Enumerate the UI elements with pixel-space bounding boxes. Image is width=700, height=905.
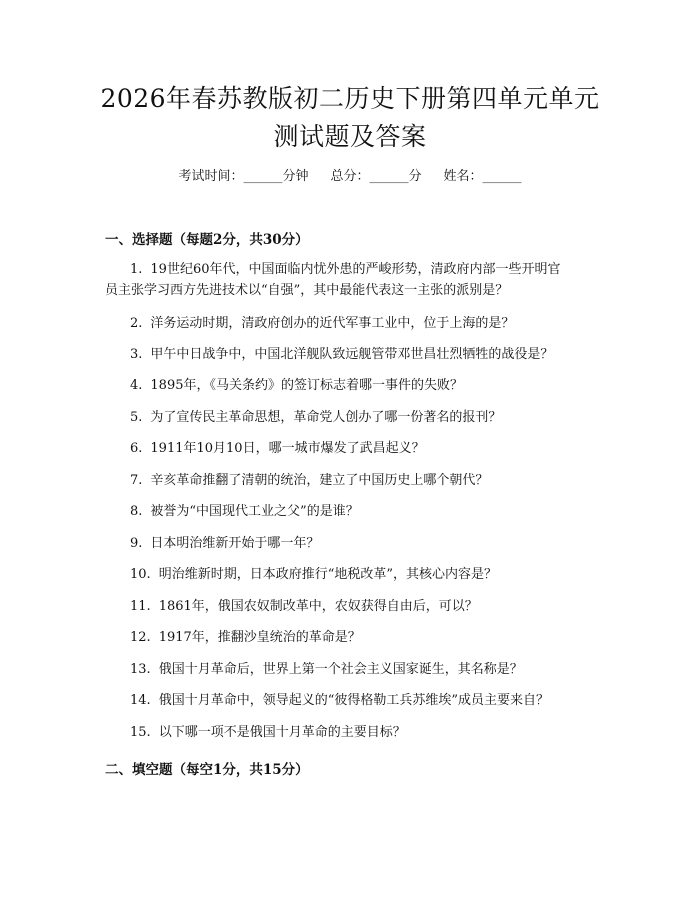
question-number: 10. bbox=[130, 567, 151, 582]
question-item bbox=[105, 313, 595, 335]
question-number: 12. bbox=[130, 630, 151, 645]
question-item bbox=[105, 533, 595, 555]
question-number: 15. bbox=[130, 725, 151, 740]
question-number: 4. bbox=[130, 378, 143, 393]
document-title-line-2: 测试题及答案 bbox=[273, 122, 427, 151]
question-item bbox=[105, 259, 595, 281]
question-text: 明治维新时期，日本政府推行“地税改革”，其核心内容是？ bbox=[158, 567, 497, 582]
question-number: 11. bbox=[130, 599, 151, 614]
question-number: 7. bbox=[130, 473, 143, 488]
question-text: 1917年，推翻沙皇统治的革命是？ bbox=[158, 630, 361, 645]
question-number: 1. bbox=[130, 262, 143, 277]
question-text: 俄国十月革命后，世界上第一个社会主义国家诞生，其名称是？ bbox=[158, 662, 523, 677]
question-text: 被誉为“中国现代工业之父”的是谁？ bbox=[150, 504, 359, 519]
question-text: 日本明治维新开始于哪一年？ bbox=[150, 536, 320, 551]
question-text: 为了宣传民主革命思想，革命党人创办了哪一份著名的报刊？ bbox=[150, 410, 502, 425]
question-item bbox=[105, 375, 595, 397]
question-text: 洋务运动时期，清政府创办的近代军事工业中，位于上海的是？ bbox=[150, 316, 515, 331]
question-item-continuation bbox=[105, 280, 595, 302]
question-item bbox=[105, 564, 595, 586]
question-text: 辛亥革命推翻了清朝的统治，建立了中国历史上哪个朝代？ bbox=[150, 473, 489, 488]
question-item bbox=[105, 470, 595, 492]
question-text: 1895年，《马关条约》的签订标志着哪一事件的失败？ bbox=[150, 378, 463, 393]
question-number: 14. bbox=[130, 693, 151, 708]
question-text: 1861年，俄国农奴制改革中，农奴获得自由后，可以？ bbox=[158, 599, 478, 614]
question-text: 19世纪60年代，中国面临内忧外患的严峻形势，清政府内部一些开明官 bbox=[150, 262, 561, 277]
document-title-line-1: 2026年春苏教版初二历史下册第四单元单元 bbox=[100, 84, 600, 113]
question-number: 8. bbox=[130, 504, 143, 519]
question-number: 9. bbox=[130, 536, 143, 551]
section-heading-fill-blank: 二、填空题（每空1分，共15分） bbox=[105, 762, 309, 778]
exam-meta-line bbox=[0, 167, 700, 187]
question-text: 以下哪一项不是俄国十月革命的主要目标？ bbox=[158, 725, 406, 740]
question-number: 3. bbox=[130, 347, 143, 362]
question-text: 甲午中日战争中，中国北洋舰队致远舰管带邓世昌壮烈牺牲的战役是？ bbox=[150, 347, 554, 362]
question-item bbox=[105, 407, 595, 429]
question-text: 员主张学习西方先进技术以“自强”，其中最能代表这一主张的派别是？ bbox=[105, 283, 509, 298]
question-item bbox=[105, 690, 595, 712]
question-item bbox=[105, 438, 595, 460]
question-number: 5. bbox=[130, 410, 143, 425]
question-item bbox=[105, 659, 595, 681]
exam-time-label: 考试时间：______分钟 bbox=[178, 169, 309, 184]
question-text: 1911年10月10日，哪一城市爆发了武昌起义？ bbox=[150, 441, 425, 456]
question-item bbox=[105, 627, 595, 649]
question-item bbox=[105, 596, 595, 618]
question-item bbox=[105, 722, 595, 744]
question-number: 6. bbox=[130, 441, 143, 456]
question-number: 13. bbox=[130, 662, 151, 677]
total-score-label: 总分：______分 bbox=[330, 169, 422, 184]
name-label: 姓名：______ bbox=[443, 169, 522, 184]
section-heading-choice: 一、选择题（每题2分，共30分） bbox=[105, 232, 309, 248]
question-item bbox=[105, 501, 595, 523]
question-number: 2. bbox=[130, 316, 143, 331]
question-text: 俄国十月革命中，领导起义的“彼得格勒工兵苏维埃”成员主要来自？ bbox=[158, 693, 549, 708]
question-item bbox=[105, 344, 595, 366]
